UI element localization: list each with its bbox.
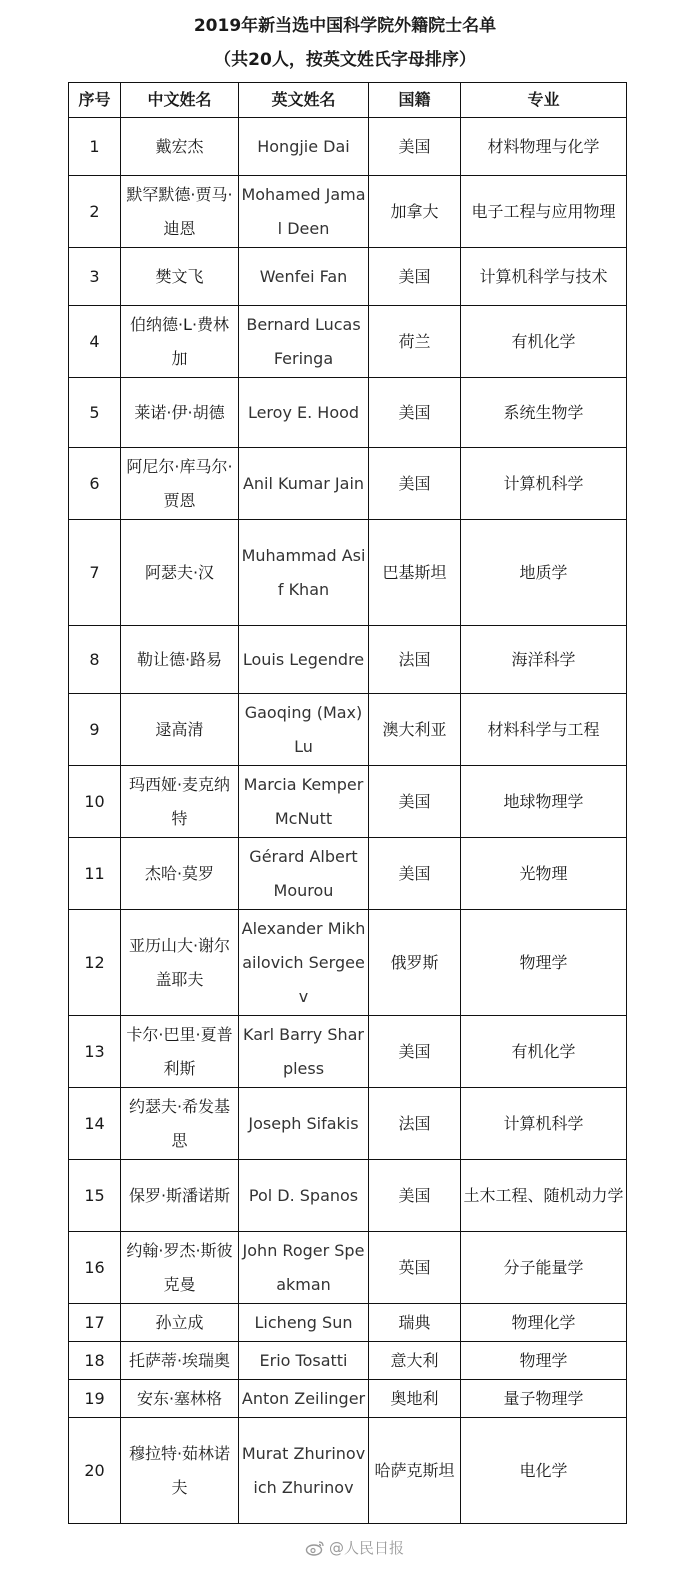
row-nationality: 荷兰 — [369, 306, 461, 378]
table-row — [69, 626, 627, 694]
row-field: 地质学 — [461, 520, 627, 626]
academician-table — [68, 82, 627, 1524]
row-chinese-name: 穆拉特·茹林诺夫 — [121, 1418, 239, 1524]
row-number: 3 — [69, 248, 121, 306]
row-english-name: Muhammad Asif Khan — [239, 520, 369, 626]
row-chinese-name: 卡尔·巴里·夏普利斯 — [121, 1016, 239, 1088]
row-chinese-name: 保罗·斯潘诺斯 — [121, 1160, 239, 1232]
row-nationality: 美国 — [369, 378, 461, 448]
row-number: 1 — [69, 118, 121, 176]
row-chinese-name: 亚历山大·谢尔盖耶夫 — [121, 910, 239, 1016]
weibo-icon — [305, 1540, 325, 1556]
row-nationality: 美国 — [369, 248, 461, 306]
row-english-name: Marcia Kemper McNutt — [239, 766, 369, 838]
row-english-name: Licheng Sun — [239, 1304, 369, 1342]
row-chinese-name: 戴宏杰 — [121, 118, 239, 176]
row-nationality: 俄罗斯 — [369, 910, 461, 1016]
row-chinese-name: 默罕默德·贾马·迪恩 — [121, 176, 239, 248]
row-chinese-name: 阿瑟夫·汉 — [121, 520, 239, 626]
row-chinese-name: 约瑟夫·希发基思 — [121, 1088, 239, 1160]
row-chinese-name: 约翰·罗杰·斯彼克曼 — [121, 1232, 239, 1304]
row-number: 16 — [69, 1232, 121, 1304]
row-nationality: 巴基斯坦 — [369, 520, 461, 626]
row-english-name: Leroy E. Hood — [239, 378, 369, 448]
table-row — [69, 306, 627, 378]
row-nationality: 美国 — [369, 1160, 461, 1232]
row-number: 15 — [69, 1160, 121, 1232]
row-field: 地球物理学 — [461, 766, 627, 838]
row-number: 8 — [69, 626, 121, 694]
table-row — [69, 1418, 627, 1524]
row-nationality: 英国 — [369, 1232, 461, 1304]
row-field: 计算机科学 — [461, 1088, 627, 1160]
row-english-name: Murat Zhurinovich Zhurinov — [239, 1418, 369, 1524]
row-english-name: Pol D. Spanos — [239, 1160, 369, 1232]
header-number: 序号 — [69, 83, 121, 118]
row-english-name: Louis Legendre — [239, 626, 369, 694]
row-field: 电子工程与应用物理 — [461, 176, 627, 248]
row-number: 10 — [69, 766, 121, 838]
row-chinese-name: 伯纳德·L·费林加 — [121, 306, 239, 378]
row-chinese-name: 玛西娅·麦克纳特 — [121, 766, 239, 838]
table-body — [69, 118, 627, 1524]
row-field: 电化学 — [461, 1418, 627, 1524]
table-row — [69, 1304, 627, 1342]
watermark — [305, 1538, 404, 1558]
table-row — [69, 1088, 627, 1160]
row-english-name: Mohamed Jamal Deen — [239, 176, 369, 248]
row-nationality: 澳大利亚 — [369, 694, 461, 766]
row-nationality: 法国 — [369, 1088, 461, 1160]
table-row — [69, 1232, 627, 1304]
row-number: 13 — [69, 1016, 121, 1088]
row-english-name: Hongjie Dai — [239, 118, 369, 176]
table-row — [69, 838, 627, 910]
row-nationality: 意大利 — [369, 1342, 461, 1380]
row-nationality: 美国 — [369, 1016, 461, 1088]
row-field: 材料科学与工程 — [461, 694, 627, 766]
row-field: 物理化学 — [461, 1304, 627, 1342]
row-number: 4 — [69, 306, 121, 378]
row-nationality: 美国 — [369, 118, 461, 176]
row-english-name: Joseph Sifakis — [239, 1088, 369, 1160]
row-number: 14 — [69, 1088, 121, 1160]
row-number: 6 — [69, 448, 121, 520]
row-chinese-name: 莱诺·伊·胡德 — [121, 378, 239, 448]
row-number: 9 — [69, 694, 121, 766]
table-row — [69, 176, 627, 248]
table-header-row — [69, 83, 627, 118]
row-english-name: Wenfei Fan — [239, 248, 369, 306]
table-row — [69, 248, 627, 306]
row-field: 土木工程、随机动力学 — [461, 1160, 627, 1232]
row-number: 2 — [69, 176, 121, 248]
row-nationality: 加拿大 — [369, 176, 461, 248]
row-number: 18 — [69, 1342, 121, 1380]
row-number: 11 — [69, 838, 121, 910]
row-field: 材料物理与化学 — [461, 118, 627, 176]
row-chinese-name: 勒让德·路易 — [121, 626, 239, 694]
row-nationality: 美国 — [369, 448, 461, 520]
row-number: 7 — [69, 520, 121, 626]
table-row — [69, 1160, 627, 1232]
row-chinese-name: 安东·塞林格 — [121, 1380, 239, 1418]
row-chinese-name: 逯高清 — [121, 694, 239, 766]
row-chinese-name: 杰哈·莫罗 — [121, 838, 239, 910]
header-chinese-name: 中文姓名 — [121, 83, 239, 118]
row-english-name: Alexander Mikhailovich Sergeev — [239, 910, 369, 1016]
row-chinese-name: 阿尼尔·库马尔·贾恩 — [121, 448, 239, 520]
row-field: 有机化学 — [461, 1016, 627, 1088]
row-field: 计算机科学与技术 — [461, 248, 627, 306]
row-number: 19 — [69, 1380, 121, 1418]
table-row — [69, 910, 627, 1016]
header-field: 专业 — [461, 83, 627, 118]
row-english-name: John Roger Speakman — [239, 1232, 369, 1304]
row-field: 光物理 — [461, 838, 627, 910]
table-row — [69, 378, 627, 448]
row-field: 海洋科学 — [461, 626, 627, 694]
row-nationality: 美国 — [369, 838, 461, 910]
header-nationality: 国籍 — [369, 83, 461, 118]
table-row — [69, 766, 627, 838]
row-number: 5 — [69, 378, 121, 448]
table-row — [69, 118, 627, 176]
watermark-text: @人民日报 — [329, 1539, 405, 1557]
document-subtitle: （共20人，按英文姓氏字母排序） — [214, 50, 476, 70]
row-english-name: Erio Tosatti — [239, 1342, 369, 1380]
document-title: 2019年新当选中国科学院外籍院士名单 — [193, 16, 497, 36]
table-row — [69, 520, 627, 626]
row-english-name: Bernard Lucas Feringa — [239, 306, 369, 378]
table-row — [69, 1380, 627, 1418]
table-row — [69, 694, 627, 766]
table-row — [69, 1342, 627, 1380]
row-field: 分子能量学 — [461, 1232, 627, 1304]
row-nationality: 美国 — [369, 766, 461, 838]
row-field: 有机化学 — [461, 306, 627, 378]
row-field: 计算机科学 — [461, 448, 627, 520]
row-nationality: 瑞典 — [369, 1304, 461, 1342]
row-chinese-name: 樊文飞 — [121, 248, 239, 306]
row-english-name: Gérard Albert Mourou — [239, 838, 369, 910]
row-chinese-name: 孙立成 — [121, 1304, 239, 1342]
header-english-name: 英文姓名 — [239, 83, 369, 118]
row-number: 12 — [69, 910, 121, 1016]
table-row — [69, 1016, 627, 1088]
table-row — [69, 448, 627, 520]
row-field: 物理学 — [461, 910, 627, 1016]
row-english-name: Anton Zeilinger — [239, 1380, 369, 1418]
row-nationality: 法国 — [369, 626, 461, 694]
row-nationality: 哈萨克斯坦 — [369, 1418, 461, 1524]
row-english-name: Anil Kumar Jain — [239, 448, 369, 520]
row-nationality: 奥地利 — [369, 1380, 461, 1418]
row-field: 系统生物学 — [461, 378, 627, 448]
row-field: 量子物理学 — [461, 1380, 627, 1418]
row-number: 20 — [69, 1418, 121, 1524]
row-number: 17 — [69, 1304, 121, 1342]
row-english-name: Gaoqing (Max) Lu — [239, 694, 369, 766]
row-english-name: Karl Barry Sharpless — [239, 1016, 369, 1088]
row-field: 物理学 — [461, 1342, 627, 1380]
row-chinese-name: 托萨蒂·埃瑞奥 — [121, 1342, 239, 1380]
